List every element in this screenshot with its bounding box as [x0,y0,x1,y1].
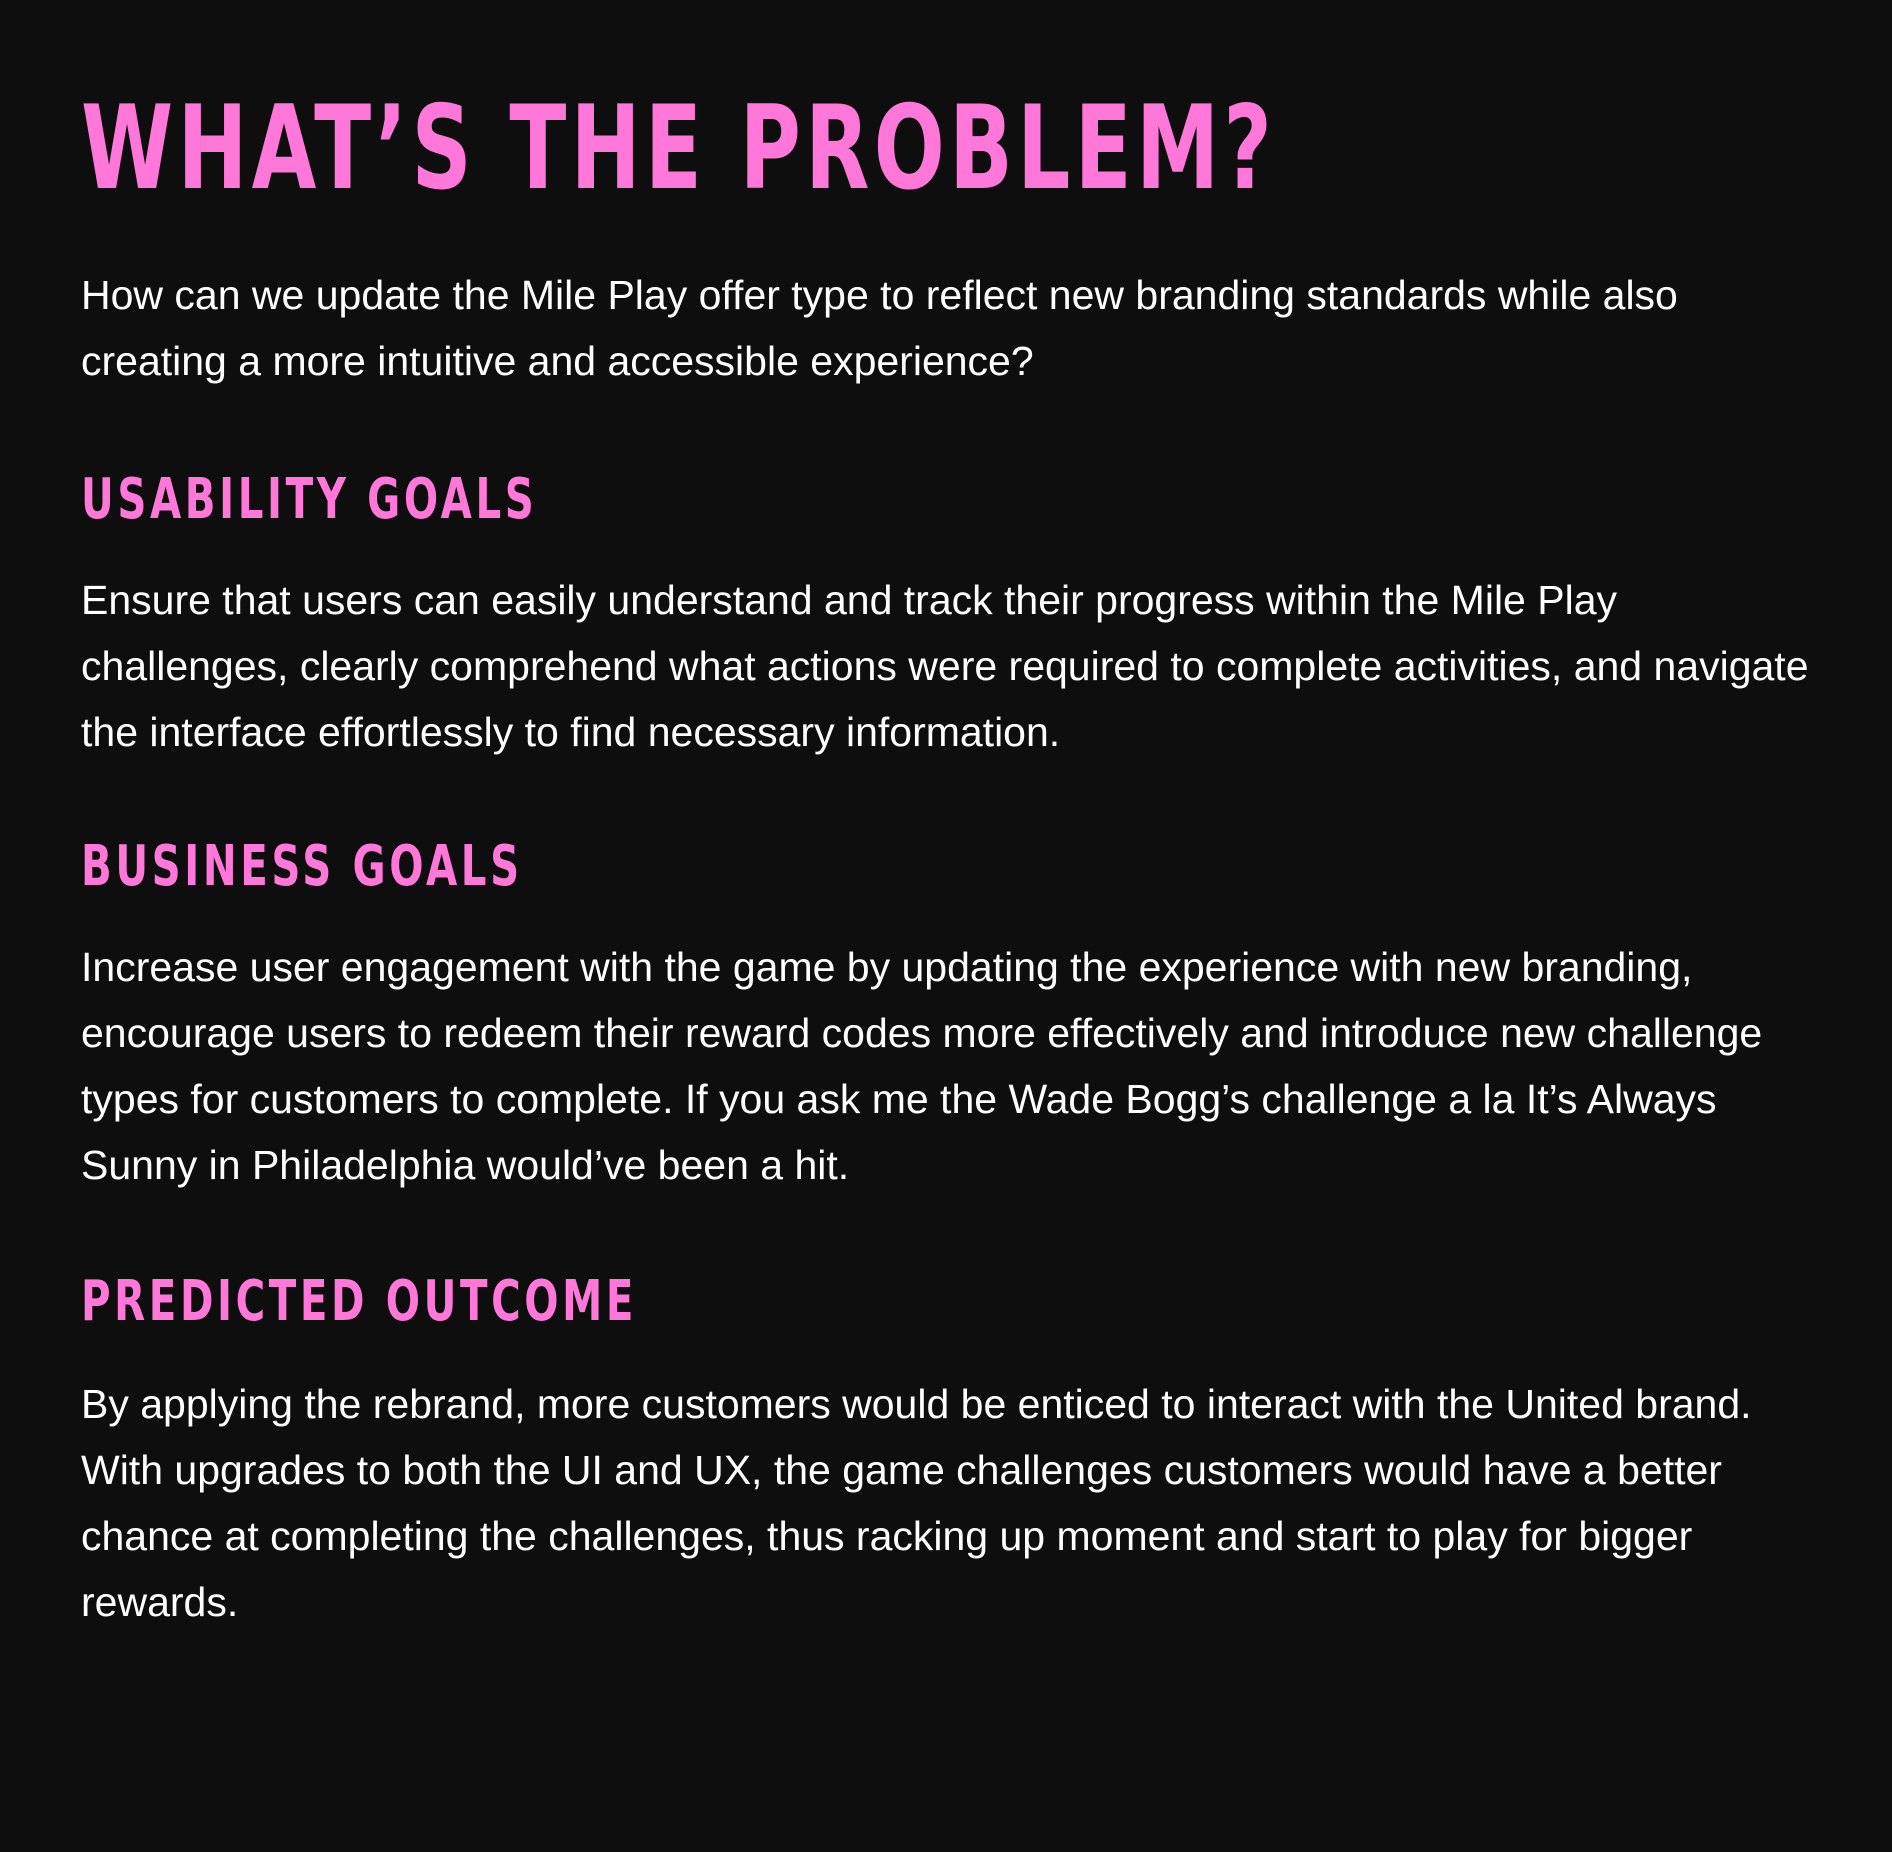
problem-statement: How can we update the Mile Play offer type to reflect new branding standards while also creating a more intuitive and accessible experience? [81,272,1678,384]
predicted-outcome-text: By applying the rebrand, more customers would be enticed to interact with the United brand. With upgrades to both the UI and UX, the game challenges customers would have a better chance at completing the challenges, thus racking up moment and start to play for bigger rewards. [81,1381,1752,1625]
page-title: WHAT’S THE PROBLEM? [81,81,1277,216]
predicted-outcome-heading: PREDICTED OUTCOME [81,1269,638,1334]
usability-goals-text: Ensure that users can easily understand and track their progress within the Mile Play challenges, clearly comprehend what actions were required to complete activities, and navigate the interface effortlessly to find necessary information. [81,577,1809,755]
business-goals-text: Increase user engagement with the game by updating the experience with new branding, encourage users to redeem their reward codes more effectively and introduce new challenge types for customers to complete. If you ask me the Wade Bogg’s challenge a la It’s Always Sunny in Philadelphia would’ve been a hit. [81,944,1763,1188]
usability-goals-heading: USABILITY GOALS [81,467,538,532]
business-goals-heading: BUSINESS GOALS [81,834,523,899]
